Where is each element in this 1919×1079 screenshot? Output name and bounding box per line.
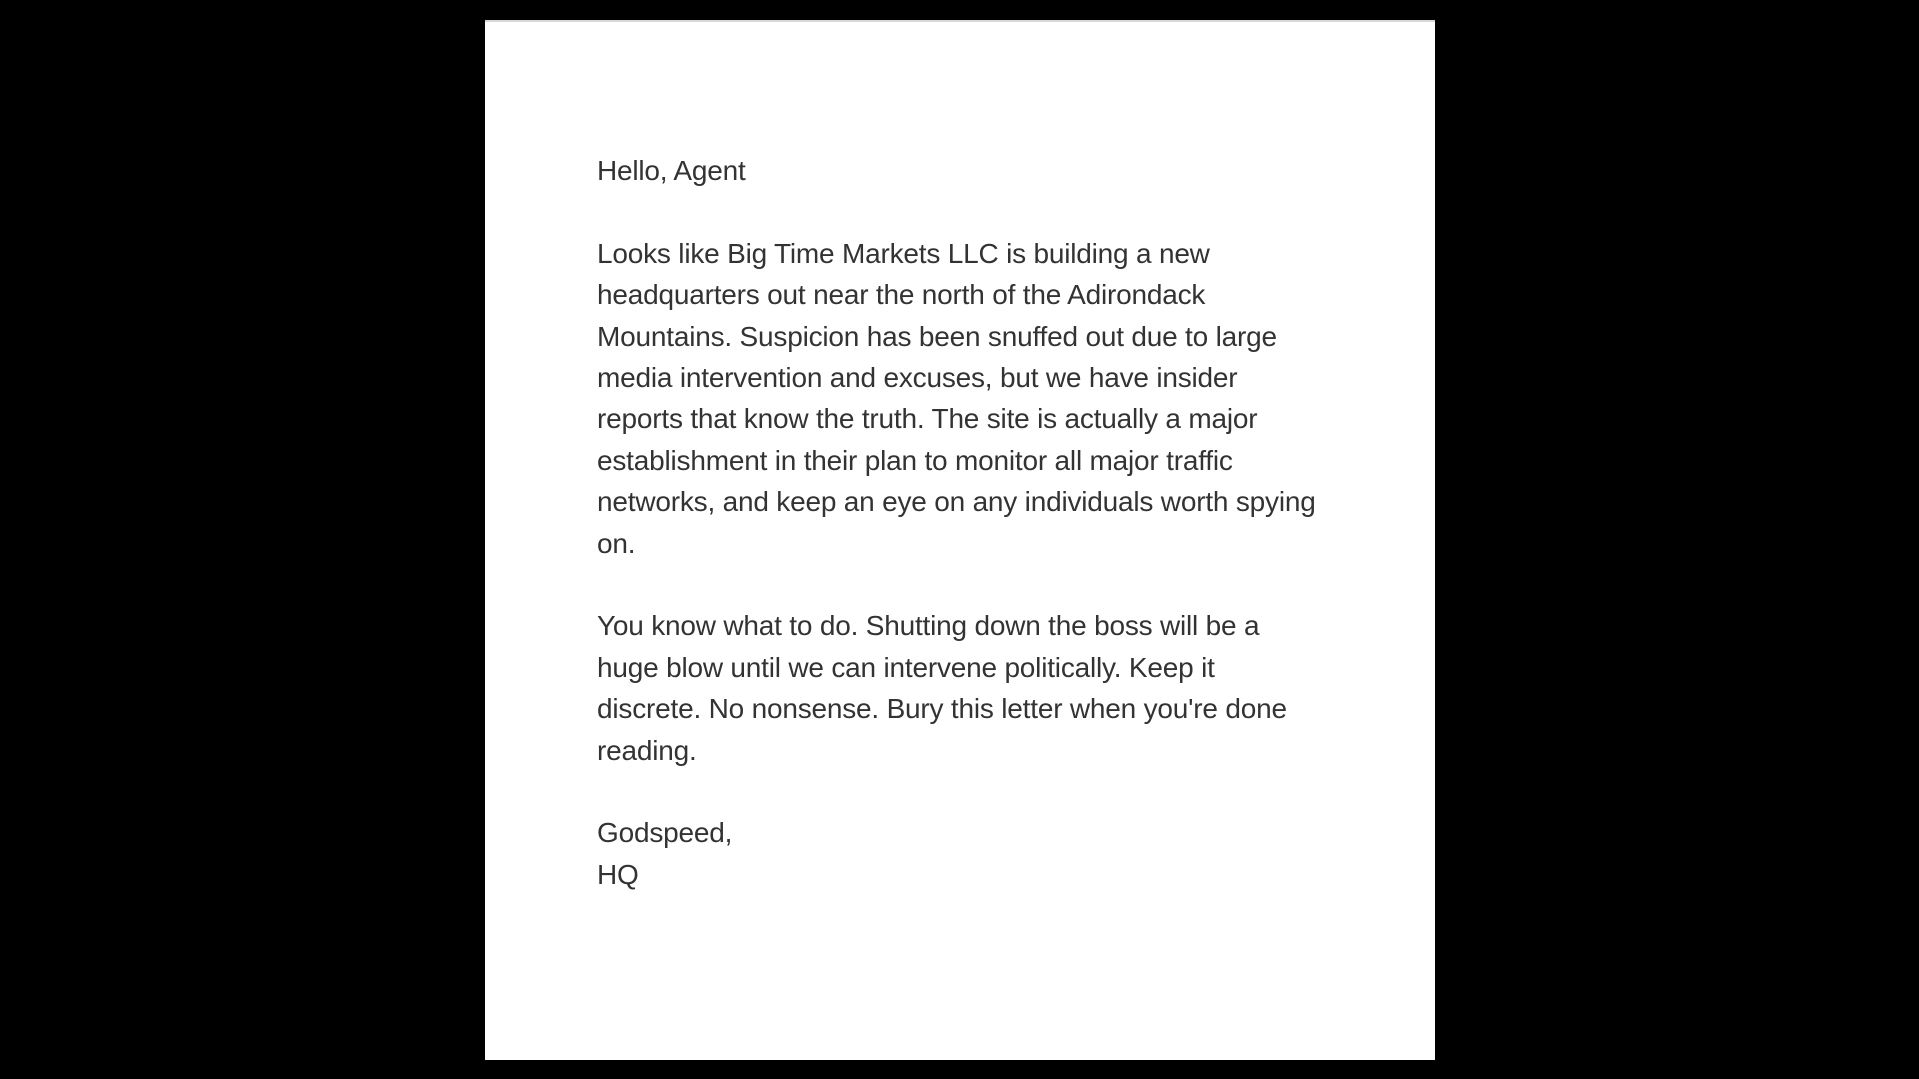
letter-greeting: Hello, Agent	[597, 155, 746, 186]
letter-paragraph-2: You know what to do. Shutting down the boss will be a huge blow until we can intervene politically. Keep it discrete. No nonsense. Bury this letter when you're done reading.	[597, 610, 1287, 766]
letter-signature: HQ	[597, 858, 639, 890]
letter-paragraph-1: Looks like Big Time Markets LLC is building a new headquarters out near the north of the Adirondack Mountains. Suspicion has been snuffed out due to large media intervention and excuses, but we have insider reports that know the truth. The site is actually a major establishment in their plan to monitor all major traffic networks, and keep an eye on any individuals worth spying on.	[597, 237, 1316, 559]
letter-sheet	[485, 20, 1435, 1060]
letter-body	[597, 150, 1317, 895]
paragraph-gap	[597, 771, 1317, 812]
paragraph-gap	[597, 564, 1317, 605]
letter-closing: Godspeed,	[597, 817, 733, 849]
paragraph-gap	[597, 191, 1317, 232]
